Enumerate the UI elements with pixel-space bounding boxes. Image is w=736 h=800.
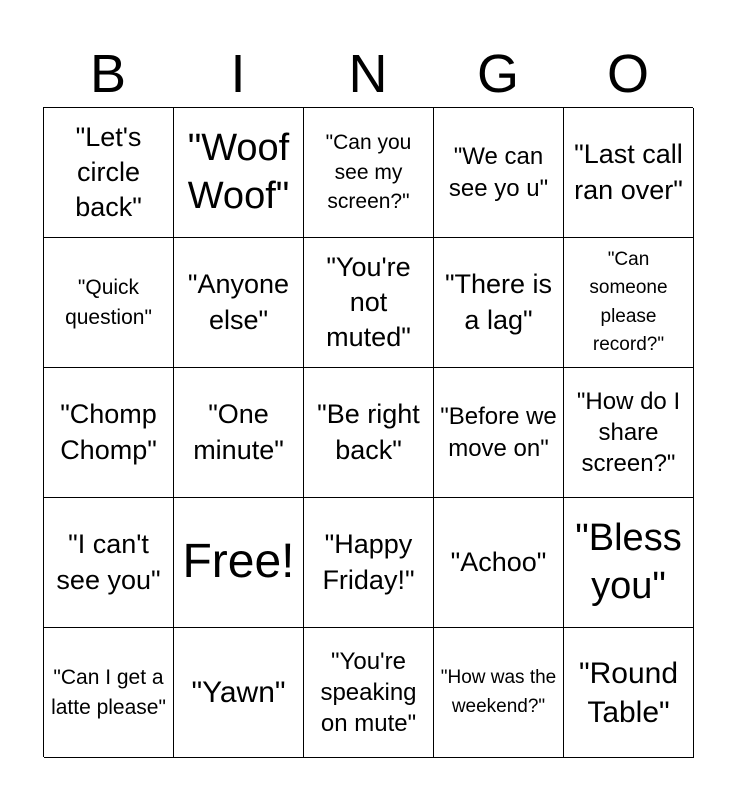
bingo-cell[interactable]: "We can see yo u" xyxy=(434,108,564,238)
bingo-cell[interactable]: "Happy Friday!" xyxy=(304,498,434,628)
header-letter-o: O xyxy=(606,44,649,104)
bingo-cell[interactable]: "How do I share screen?" xyxy=(564,368,694,498)
header-letter-b: B xyxy=(89,44,127,104)
bingo-cell[interactable]: "Can someone please record?" xyxy=(564,238,694,368)
bingo-cell[interactable]: "How was the weekend?" xyxy=(434,628,564,758)
bingo-free-cell[interactable]: Free! xyxy=(174,498,304,628)
bingo-board xyxy=(43,107,693,757)
bingo-cell[interactable]: "Be right back" xyxy=(304,368,434,498)
bingo-cell[interactable]: "You're not muted" xyxy=(304,238,434,368)
bingo-cell[interactable]: "Can I get a latte please" xyxy=(44,628,174,758)
bingo-cell[interactable]: "Chomp Chomp" xyxy=(44,368,174,498)
bingo-cell[interactable]: "Can you see my screen?" xyxy=(304,108,434,238)
bingo-cell[interactable]: "Woof Woof" xyxy=(174,108,304,238)
header-letter-g: G xyxy=(476,44,519,104)
header-letter-n: N xyxy=(348,44,388,104)
bingo-cell[interactable]: "Let's circle back" xyxy=(44,108,174,238)
bingo-cell[interactable]: "Achoo" xyxy=(434,498,564,628)
bingo-cell[interactable]: "There is a lag" xyxy=(434,238,564,368)
bingo-cell[interactable]: "Anyone else" xyxy=(174,238,304,368)
bingo-cell[interactable]: "Quick question" xyxy=(44,238,174,368)
bingo-cell[interactable]: "Yawn" xyxy=(174,628,304,758)
bingo-cell[interactable]: "Last call ran over" xyxy=(564,108,694,238)
bingo-cell[interactable]: "One minute" xyxy=(174,368,304,498)
bingo-cell[interactable]: "Round Table" xyxy=(564,628,694,758)
header-letter-i: I xyxy=(230,44,246,104)
bingo-cell[interactable]: "I can't see you" xyxy=(44,498,174,628)
bingo-header xyxy=(43,40,693,108)
bingo-cell[interactable]: "Bless you" xyxy=(564,498,694,628)
bingo-cell[interactable]: "Before we move on" xyxy=(434,368,564,498)
bingo-cell[interactable]: "You're speaking on mute" xyxy=(304,628,434,758)
